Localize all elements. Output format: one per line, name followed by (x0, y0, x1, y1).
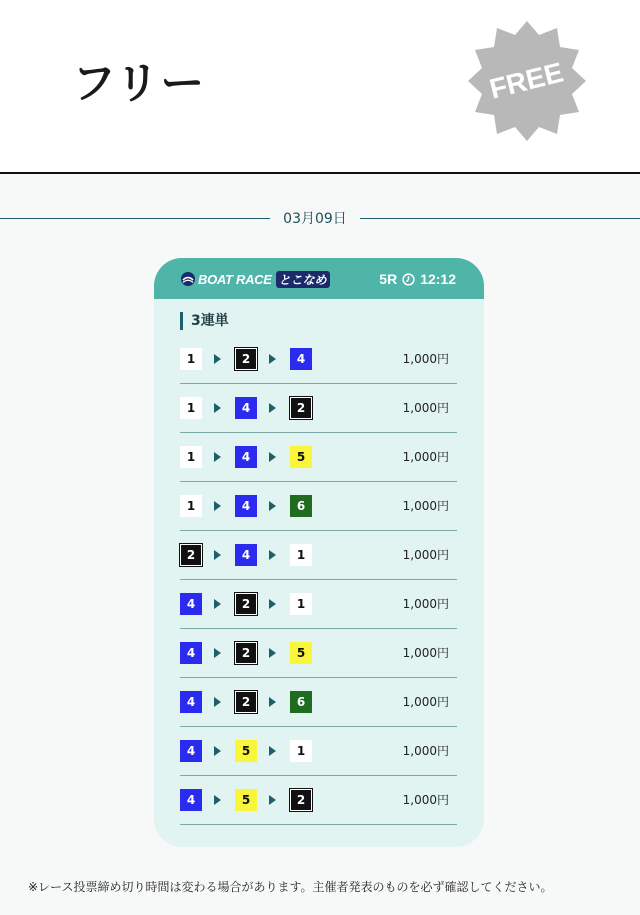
combination (180, 346, 312, 372)
bet-row (180, 335, 457, 384)
divider-line-left (0, 218, 270, 219)
boat-number: 2 (235, 642, 257, 664)
boat-number: 4 (180, 642, 202, 664)
bet-amount: 1,000円 (402, 548, 449, 562)
boat-number: 4 (235, 495, 257, 517)
combination (180, 640, 312, 666)
right-arrow-icon (269, 550, 276, 560)
boat-number: 4 (235, 446, 257, 468)
race-info (379, 269, 456, 289)
right-arrow-icon (214, 599, 221, 609)
boat-number: 2 (180, 544, 202, 566)
boat-number: 5 (235, 740, 257, 762)
date-divider (0, 208, 640, 230)
right-arrow-icon (269, 795, 276, 805)
boat-number: 2 (235, 348, 257, 370)
right-arrow-icon (214, 648, 221, 658)
combination (180, 787, 312, 813)
boatrace-emblem-icon (180, 271, 196, 287)
bet-row (180, 629, 457, 678)
brand-name: BOAT RACE (198, 271, 272, 287)
bet-row (180, 531, 457, 580)
race-time: 12:12 (420, 271, 456, 287)
venue-name: とこなめ (276, 271, 330, 288)
boat-number: 5 (235, 789, 257, 811)
combination (180, 542, 312, 568)
disclaimer-note: ※レース投票締め切り時間は変わる場合があります。主催者発表のものを必ず確認してください。 (28, 880, 553, 894)
right-arrow-icon (214, 403, 221, 413)
divider-line-right (360, 218, 640, 219)
right-arrow-icon (269, 501, 276, 511)
free-badge-icon (462, 18, 592, 148)
boat-number: 1 (180, 348, 202, 370)
right-arrow-icon (214, 452, 221, 462)
bet-amount: 1,000円 (402, 744, 449, 758)
boat-number: 4 (180, 789, 202, 811)
boat-number: 2 (235, 691, 257, 713)
boat-number: 4 (180, 593, 202, 615)
right-arrow-icon (214, 354, 221, 364)
bet-amount: 1,000円 (402, 597, 449, 611)
bet-row (180, 482, 457, 531)
right-arrow-icon (214, 795, 221, 805)
boat-number: 4 (235, 397, 257, 419)
bet-amount: 1,000円 (402, 646, 449, 660)
bet-list (180, 335, 457, 825)
boat-number: 4 (290, 348, 312, 370)
right-arrow-icon (214, 697, 221, 707)
combination (180, 689, 312, 715)
right-arrow-icon (269, 697, 276, 707)
combination (180, 395, 312, 421)
right-arrow-icon (214, 501, 221, 511)
bet-amount: 1,000円 (402, 450, 449, 464)
card-header (154, 258, 484, 299)
boat-number: 2 (235, 593, 257, 615)
bet-row (180, 433, 457, 482)
race-number: 5R (379, 271, 398, 287)
right-arrow-icon (214, 550, 221, 560)
boat-number: 1 (180, 397, 202, 419)
boat-number: 4 (180, 691, 202, 713)
boat-number: 2 (290, 397, 312, 419)
boat-number: 5 (290, 642, 312, 664)
prediction-card (154, 258, 484, 847)
boat-number: 4 (235, 544, 257, 566)
combination (180, 444, 312, 470)
boat-number: 1 (290, 593, 312, 615)
bet-amount: 1,000円 (402, 499, 449, 513)
right-arrow-icon (269, 452, 276, 462)
bet-amount: 1,000円 (402, 793, 449, 807)
boat-number: 6 (290, 495, 312, 517)
boat-number: 6 (290, 691, 312, 713)
race-date: 03月09日 (283, 211, 347, 227)
boatrace-logo (180, 269, 330, 289)
right-arrow-icon (269, 354, 276, 364)
right-arrow-icon (214, 746, 221, 756)
combination (180, 591, 312, 617)
boat-number: 1 (290, 544, 312, 566)
boat-number: 4 (180, 740, 202, 762)
bet-row (180, 678, 457, 727)
free-badge-text: FREE (486, 56, 567, 105)
clock-icon (402, 273, 415, 286)
bet-row (180, 384, 457, 433)
bet-row (180, 727, 457, 776)
bet-row (180, 776, 457, 825)
right-arrow-icon (269, 599, 276, 609)
boat-number: 2 (290, 789, 312, 811)
right-arrow-icon (269, 746, 276, 756)
page-header (0, 0, 640, 174)
combination (180, 738, 312, 764)
boat-number: 1 (290, 740, 312, 762)
right-arrow-icon (269, 403, 276, 413)
boat-number: 5 (290, 446, 312, 468)
bet-type-label: 3連単 (180, 312, 229, 330)
right-arrow-icon (269, 648, 276, 658)
page-title: フリー (72, 58, 206, 109)
bet-amount: 1,000円 (402, 401, 449, 415)
bet-amount: 1,000円 (402, 352, 449, 366)
combination (180, 493, 312, 519)
boat-number: 1 (180, 495, 202, 517)
bet-row (180, 580, 457, 629)
boat-number: 1 (180, 446, 202, 468)
bet-amount: 1,000円 (402, 695, 449, 709)
